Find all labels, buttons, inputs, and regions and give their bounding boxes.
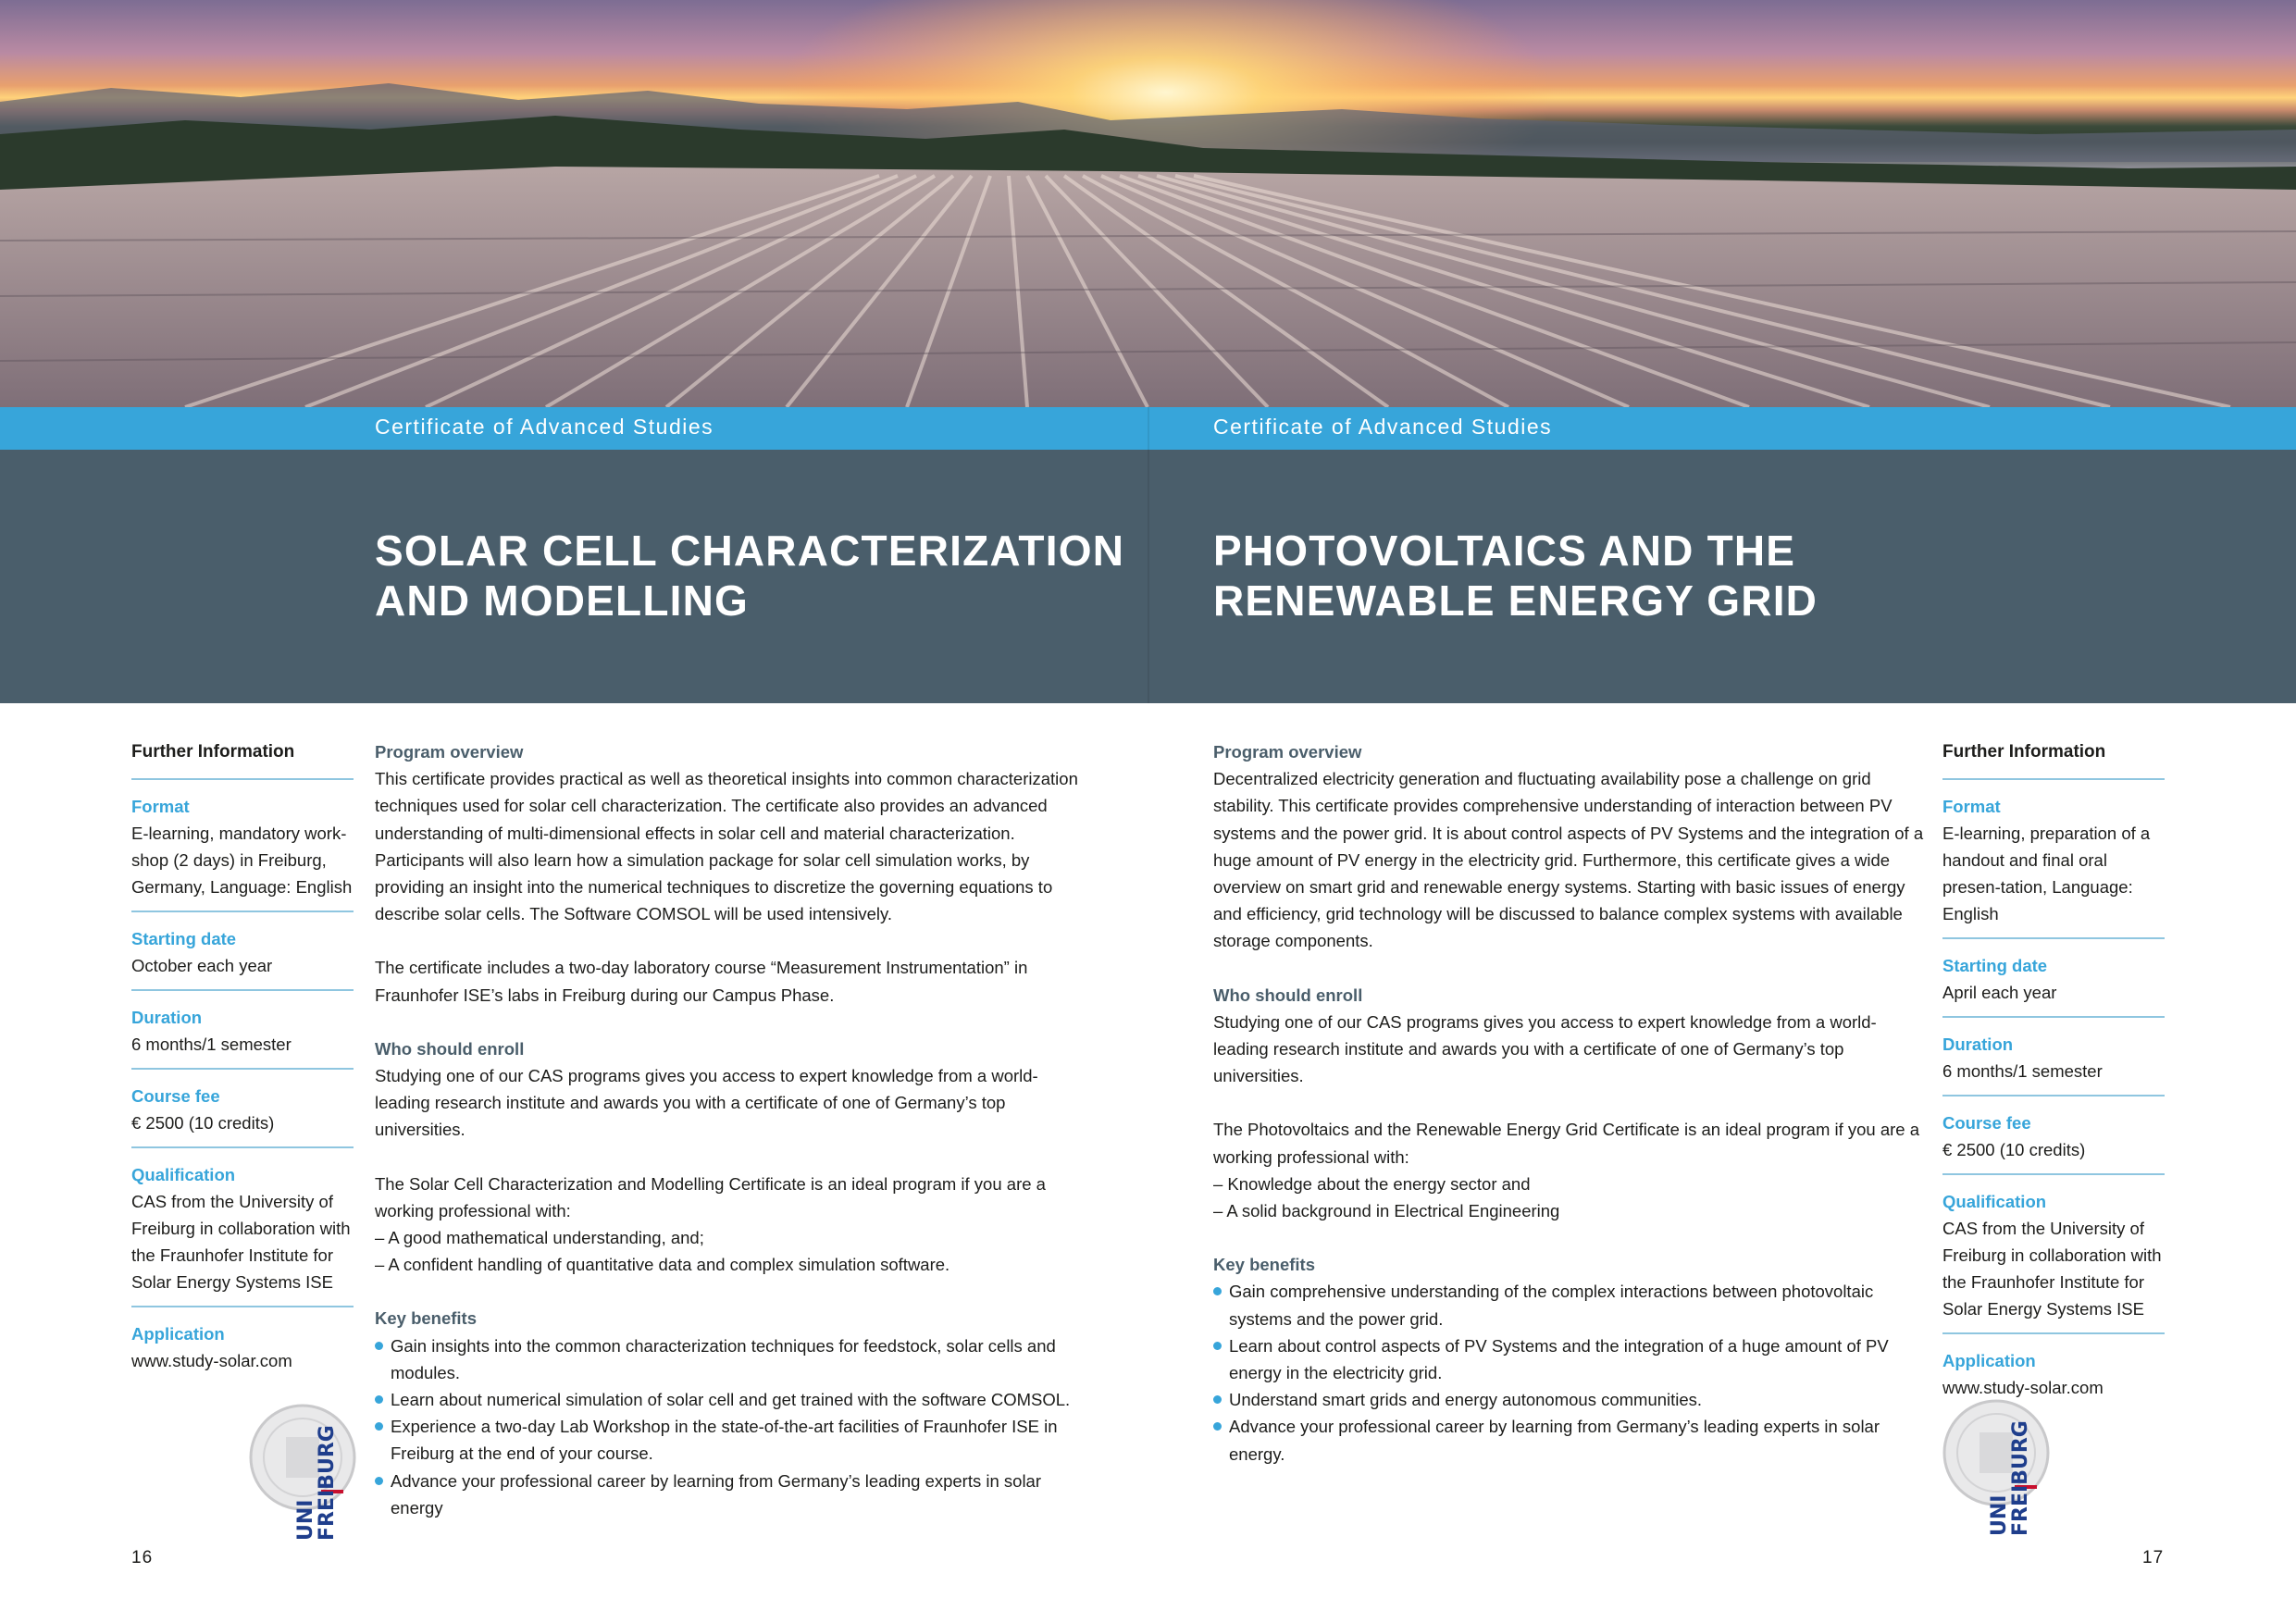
format-label: Format <box>1942 797 2001 816</box>
ideal-program-text: The Solar Cell Characterization and Modelling Certificate is an ideal program if you are a working professional with: <box>375 1173 1046 1220</box>
course-fee-label: Course fee <box>131 1086 220 1106</box>
requirement-item: – A solid background in Electrical Engineering <box>1213 1201 1560 1221</box>
format-block <box>1942 793 2165 939</box>
qualification-label: Qualification <box>131 1165 236 1184</box>
who-should-enroll-heading: Who should enroll <box>1213 985 1363 1005</box>
duration-value: 6 months/1 semester <box>1942 1061 2103 1081</box>
program-overview-heading: Program overview <box>375 742 524 762</box>
benefit-item <box>1213 1278 1926 1332</box>
course-fee-value: € 2500 (10 credits) <box>1942 1140 2086 1159</box>
right-main-column <box>1213 738 1926 1468</box>
left-page-number: 16 <box>131 1548 154 1567</box>
bullet-dot-icon <box>375 1422 383 1431</box>
left-main-column <box>375 738 1087 1521</box>
ideal-program-text: The Photovoltaics and the Renewable Energy Grid Certificate is an ideal program if you are a working professional with: <box>1213 1120 1920 1167</box>
who-should-enroll-text: Studying one of our CAS programs gives you access to expert knowledge from a world-leading research institute and awards you with a certificate of one of Germany’s top universities. <box>375 1066 1038 1140</box>
application-label: Application <box>131 1324 225 1344</box>
requirement-item: – A confident handling of quantitative data and complex simulation software. <box>375 1255 950 1275</box>
logo-text-freiburg: FREIBURG <box>2009 1420 2032 1536</box>
benefit-item <box>375 1332 1087 1386</box>
starting-date-block <box>1942 952 2165 1018</box>
benefit-text: Understand smart grids and energy autonomous communities. <box>1229 1390 1703 1410</box>
right-title-line-2: RENEWABLE ENERGY GRID <box>1213 576 1818 625</box>
bullet-dot-icon <box>375 1342 383 1350</box>
right-university-seal-logo <box>1939 1397 2050 1536</box>
benefit-text: Advance your professional career by learning from Germany’s leading experts in solar energy. <box>1229 1417 1880 1464</box>
bullet-dot-icon <box>375 1395 383 1404</box>
lab-course-text: The certificate includes a two-day laboratory course “Measurement Instrumentation” in Fraunhofer ISE’s labs in Freiburg during our Campus Phase. <box>375 958 1028 1005</box>
page-spread-divider <box>1148 407 1149 703</box>
who-should-enroll-heading: Who should enroll <box>375 1038 525 1059</box>
format-block <box>131 793 354 912</box>
starting-date-label: Starting date <box>131 929 237 948</box>
hero-illustration <box>0 0 2296 407</box>
logo-text-uni: UNI <box>1988 1494 2011 1536</box>
bullet-dot-icon <box>1213 1287 1222 1295</box>
bullet-dot-icon <box>1213 1395 1222 1404</box>
duration-block <box>1942 1031 2165 1096</box>
benefit-text: Learn about numerical simulation of solar cell and get trained with the software COMSOL. <box>391 1390 1071 1410</box>
application-label: Application <box>1942 1351 2036 1370</box>
right-title-line-1: PHOTOVOLTAICS AND THE <box>1213 527 1796 575</box>
key-benefits-heading: Key benefits <box>375 1308 478 1329</box>
starting-date-block <box>131 925 354 991</box>
format-label: Format <box>131 797 190 816</box>
left-university-seal-logo <box>245 1402 356 1541</box>
application-block <box>131 1320 354 1384</box>
course-fee-block <box>1942 1109 2165 1175</box>
benefit-text: Learn about control aspects of PV Systems and the integration of a huge amount of PV energy in the electricity grid. <box>1229 1335 1889 1383</box>
benefit-item <box>375 1386 1087 1413</box>
benefit-item <box>375 1413 1087 1467</box>
left-title-line-2: AND MODELLING <box>375 576 750 625</box>
duration-label: Duration <box>131 1008 203 1027</box>
course-fee-label: Course fee <box>1942 1113 2031 1133</box>
format-value: E-learning, mandatory work-shop (2 days) in Freiburg, Germany, Language: English <box>131 824 353 897</box>
qualification-value: CAS from the University of Freiburg in collaboration with the Fraunhofer Institute for Solar Energy Systems ISE <box>131 1192 351 1292</box>
right-page-title <box>1213 526 1818 626</box>
qualification-block <box>131 1161 354 1307</box>
logo-text-freiburg: FREIBURG <box>316 1425 339 1541</box>
right-category-label: Certificate of Advanced Studies <box>1213 415 1553 439</box>
course-fee-block <box>131 1083 354 1148</box>
bullet-dot-icon <box>1213 1422 1222 1431</box>
benefit-text: Gain comprehensive understanding of the complex interactions between photovoltaic systems and the power grid. <box>1229 1282 1874 1329</box>
application-link[interactable]: www.study-solar.com <box>1942 1378 2104 1397</box>
further-information-heading: Further Information <box>131 738 354 780</box>
benefit-item <box>1213 1413 1926 1467</box>
who-should-enroll-text: Studying one of our CAS programs gives you access to expert knowledge from a world-leading research institute and awards you with a certificate of one of Germany’s top universities. <box>1213 1011 1877 1086</box>
benefit-item <box>1213 1332 1926 1386</box>
qualification-block <box>1942 1188 2165 1334</box>
starting-date-value: October each year <box>131 956 273 975</box>
right-further-information <box>1942 738 2165 1424</box>
benefit-item <box>375 1468 1087 1521</box>
hero-photo-solar-farm <box>0 0 2296 407</box>
benefit-text: Experience a two-day Lab Workshop in the state-of-the-art facilities of Fraunhofer ISE in Freiburg at the end of your course. <box>391 1417 1058 1464</box>
duration-block <box>131 1004 354 1070</box>
left-page-title <box>375 526 1124 626</box>
logo-text-uni: UNI <box>294 1499 317 1541</box>
requirement-item: – Knowledge about the energy sector and <box>1213 1173 1531 1194</box>
benefit-text: Gain insights into the common characterization techniques for feedstock, solar cells and modules. <box>391 1335 1056 1382</box>
benefit-text: Advance your professional career by learning from Germany’s leading experts in solar energy <box>391 1470 1042 1518</box>
format-value: E-learning, preparation of a handout and final oral presen-tation, Language: English <box>1942 824 2151 923</box>
bullet-dot-icon <box>1213 1342 1222 1350</box>
left-further-information <box>131 738 354 1397</box>
requirement-item: – A good mathematical understanding, and; <box>375 1228 704 1248</box>
duration-value: 6 months/1 semester <box>131 1035 292 1054</box>
qualification-label: Qualification <box>1942 1192 2047 1211</box>
course-fee-value: € 2500 (10 credits) <box>131 1113 275 1133</box>
key-benefits-heading: Key benefits <box>1213 1255 1316 1275</box>
starting-date-value: April each year <box>1942 983 2057 1002</box>
starting-date-label: Starting date <box>1942 956 2048 975</box>
further-information-heading: Further Information <box>1942 738 2165 780</box>
application-link[interactable]: www.study-solar.com <box>131 1351 292 1370</box>
left-category-label: Certificate of Advanced Studies <box>375 415 714 439</box>
program-overview-heading: Program overview <box>1213 742 1362 762</box>
left-title-line-1: SOLAR CELL CHARACTERIZATION <box>375 527 1125 575</box>
program-overview-text: This certificate provides practical as well as theoretical insights into common characterization techniques used for solar cell characterization. The certificate also provides an advanced understanding of multi-dimensional effects in solar cell and material characterization. Participants will also learn how a simulation package for solar cell simulation works, by providing an insight into the numerical techniques to discretize the governing equations to describe solar cells. The Software COMSOL will be used intensively. <box>375 769 1078 924</box>
duration-label: Duration <box>1942 1035 2014 1054</box>
qualification-value: CAS from the University of Freiburg in collaboration with the Fraunhofer Institute for Solar Energy Systems ISE <box>1942 1219 2162 1319</box>
right-page-number: 17 <box>2142 1548 2165 1567</box>
bullet-dot-icon <box>375 1477 383 1485</box>
benefit-item <box>1213 1386 1926 1413</box>
program-overview-text: Decentralized electricity generation and fluctuating availability pose a challenge on grid stability. This certificate provides comprehensive understanding of interaction between PV systems and the power grid. It is about control aspects of PV Systems and the integration of a huge amount of PV energy in the electricity grid. Furthermore, this certificate gives a wide overview on smart grid and renewable energy systems. Starting with basic issues of energy and efficiency, grid technology will be discussed to balance complex systems with available storage components. <box>1213 769 1924 951</box>
